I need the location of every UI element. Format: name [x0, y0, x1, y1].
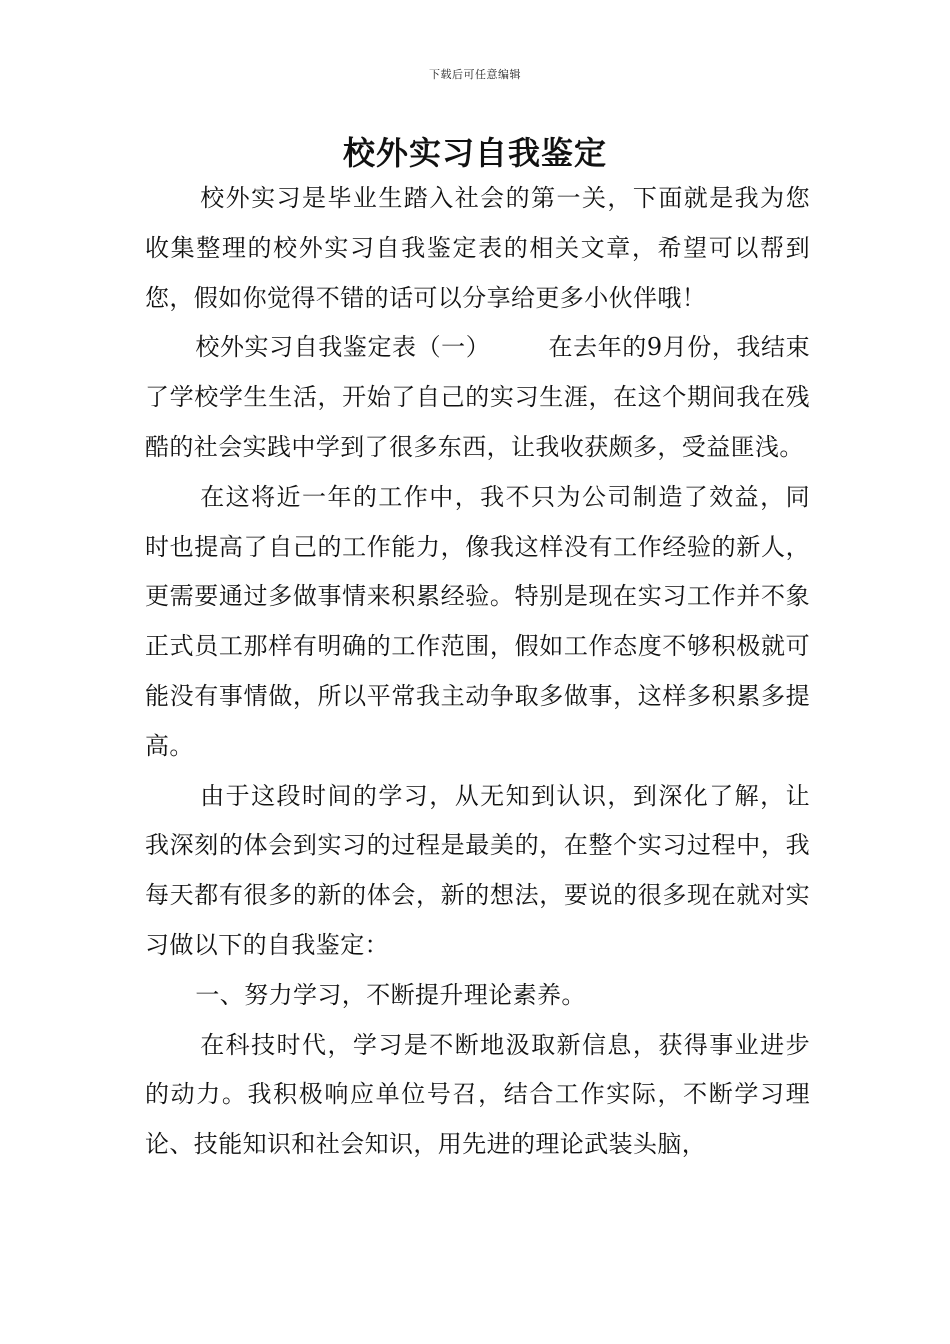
page-header-note: 下载后可任意编辑: [429, 68, 521, 81]
body-paragraph-4: 在科技时代，学习是不断地汲取新信息，获得事业进步的动力。我积极响应单位号召，结合工作实际，不断学习理论、技能知识和社会知识，用先进的理论武装头脑，: [145, 1030, 810, 1159]
document-title: 校外实习自我鉴定: [342, 134, 607, 172]
section-one-text: 在去年的9月份，我结束了学校学生生活，开始了自己的实习生涯，在这个期间我在残酷的社会实践中学到了很多东西，让我收获颇多，受益匪浅。: [145, 333, 810, 461]
section-one-label: 校外实习自我鉴定表（一）: [195, 333, 491, 362]
body-paragraph-2: 在这将近一年的工作中，我不只为公司制造了效益，同时也提高了自己的工作能力，像我这样没有工作经验的新人，更需要通过多做事情来积累经验。特别是现在实习工作并不象正式员工那样有明确的工作范围，假如工作态度不够积极就可能没有事情做，所以平常我主动争取多做事，这样多积累多提高。: [145, 482, 810, 760]
section-one-paragraph: [145, 323, 810, 472]
document-body: [145, 174, 810, 1170]
body-paragraph-3: 由于这段时间的学习，从无知到认识，到深化了解，让我深刻的体会到实习的过程是最美的，在整个实习过程中，我每天都有很多的新的体会，新的想法，要说的很多现在就对实习做以下的自我鉴定：: [145, 781, 810, 959]
section-heading-1: 一、努力学习，不断提升理论素养。: [195, 980, 586, 1009]
intro-paragraph: 校外实习是毕业生踏入社会的第一关，下面就是我为您收集整理的校外实习自我鉴定表的相关文章，希望可以帮到您，假如你觉得不错的话可以分享给更多小伙伴哦！: [145, 184, 810, 312]
